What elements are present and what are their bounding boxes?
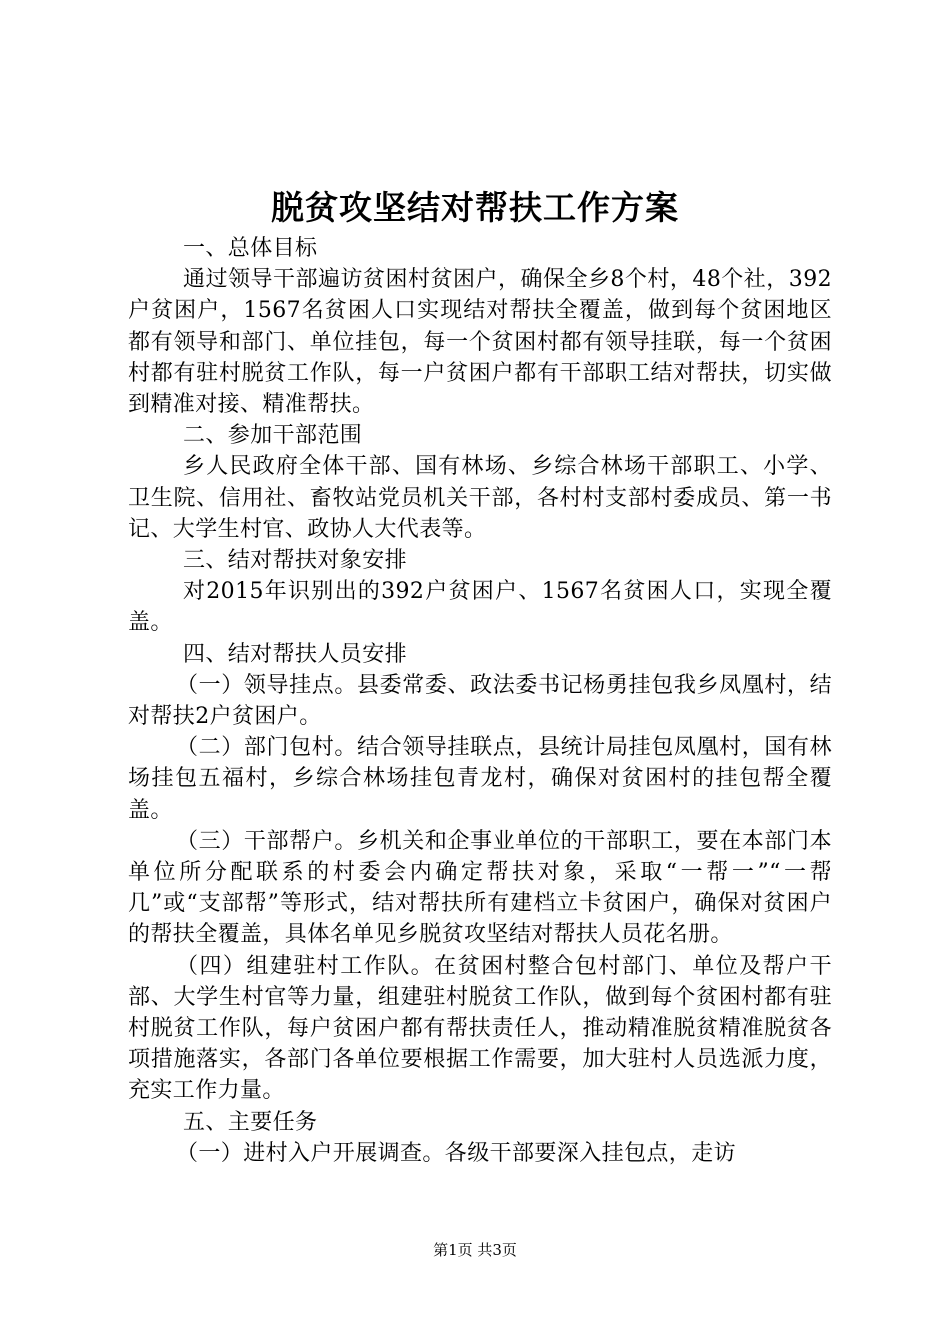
paragraph-targets: 对2015年识别出的392户贫困户、1567名贫困人口，实现全覆盖。	[128, 579, 832, 636]
paragraph-participants: 乡人民政府全体干部、国有林场、乡综合林场干部职工、小学、卫生院、信用社、畜牧站党员机关干部，各村村支部村委成员、第一书记、大学生村官、政协人大代表等。	[128, 454, 832, 542]
paragraph-investigation: （一）进村入户开展调查。各级干部要深入挂包点，走访	[176, 1140, 737, 1166]
paragraph-overall-goal: 通过领导干部遍访贫困村贫困户，确保全乡8个村，48个社，392户贫困户，1567名贫困人口实现结对帮扶全覆盖，做到每个贫困地区都有领导和部门、单位挂包，每一个贫困村都有领导挂联，每一个贫困村都有驻村脱贫工作队，每一户贫困户都有干部职工结对帮扶，切实做到精准对接、精准帮扶。	[128, 267, 832, 418]
paragraph-village-teams: （四）组建驻村工作队。在贫困村整合包村部门、单位及帮户干部、大学生村官等力量，组建驻村脱贫工作队，做到每个贫困村都有驻村脱贫工作队，每户贫困户都有帮扶责任人，推动精准脱贫精准脱贫各项措施落实，各部门各单位要根据工作需要，加大驻村人员选派力度，充实工作力量。	[128, 953, 832, 1104]
paragraph-cadre-households: （三）干部帮户。乡机关和企事业单位的干部职工，要在本部门本单位所分配联系的村委会内确定帮扶对象，采取“一帮一”“一帮几”或“支部帮”等形式，结对帮扶所有建档立卡贫困户，确保对贫困户的帮扶全覆盖，具体名单见乡脱贫攻坚结对帮扶人员花名册。	[128, 828, 832, 948]
document-body	[128, 233, 832, 1169]
section-heading-1: 一、总体目标	[183, 236, 318, 261]
document-title: 脱贫攻坚结对帮扶工作方案	[271, 188, 679, 227]
section-heading-4: 四、结对帮扶人员安排	[183, 641, 408, 667]
paragraph-department-villages: （二）部门包村。结合领导挂联点，县统计局挂包凤凰村，国有林场挂包五福村，乡综合林场挂包青龙村，确保对贫困村的挂包帮全覆盖。	[128, 735, 832, 823]
section-heading-5: 五、主要任务	[183, 1109, 318, 1135]
section-heading-3: 三、结对帮扶对象安排	[183, 548, 408, 574]
page-footer: 第1页 共3页	[433, 1241, 517, 1259]
paragraph-leader-points: （一）领导挂点。县委常委、政法委书记杨勇挂包我乡凤凰村，结对帮扶2户贫困户。	[128, 672, 832, 730]
section-heading-2: 二、参加干部范围	[183, 423, 363, 449]
